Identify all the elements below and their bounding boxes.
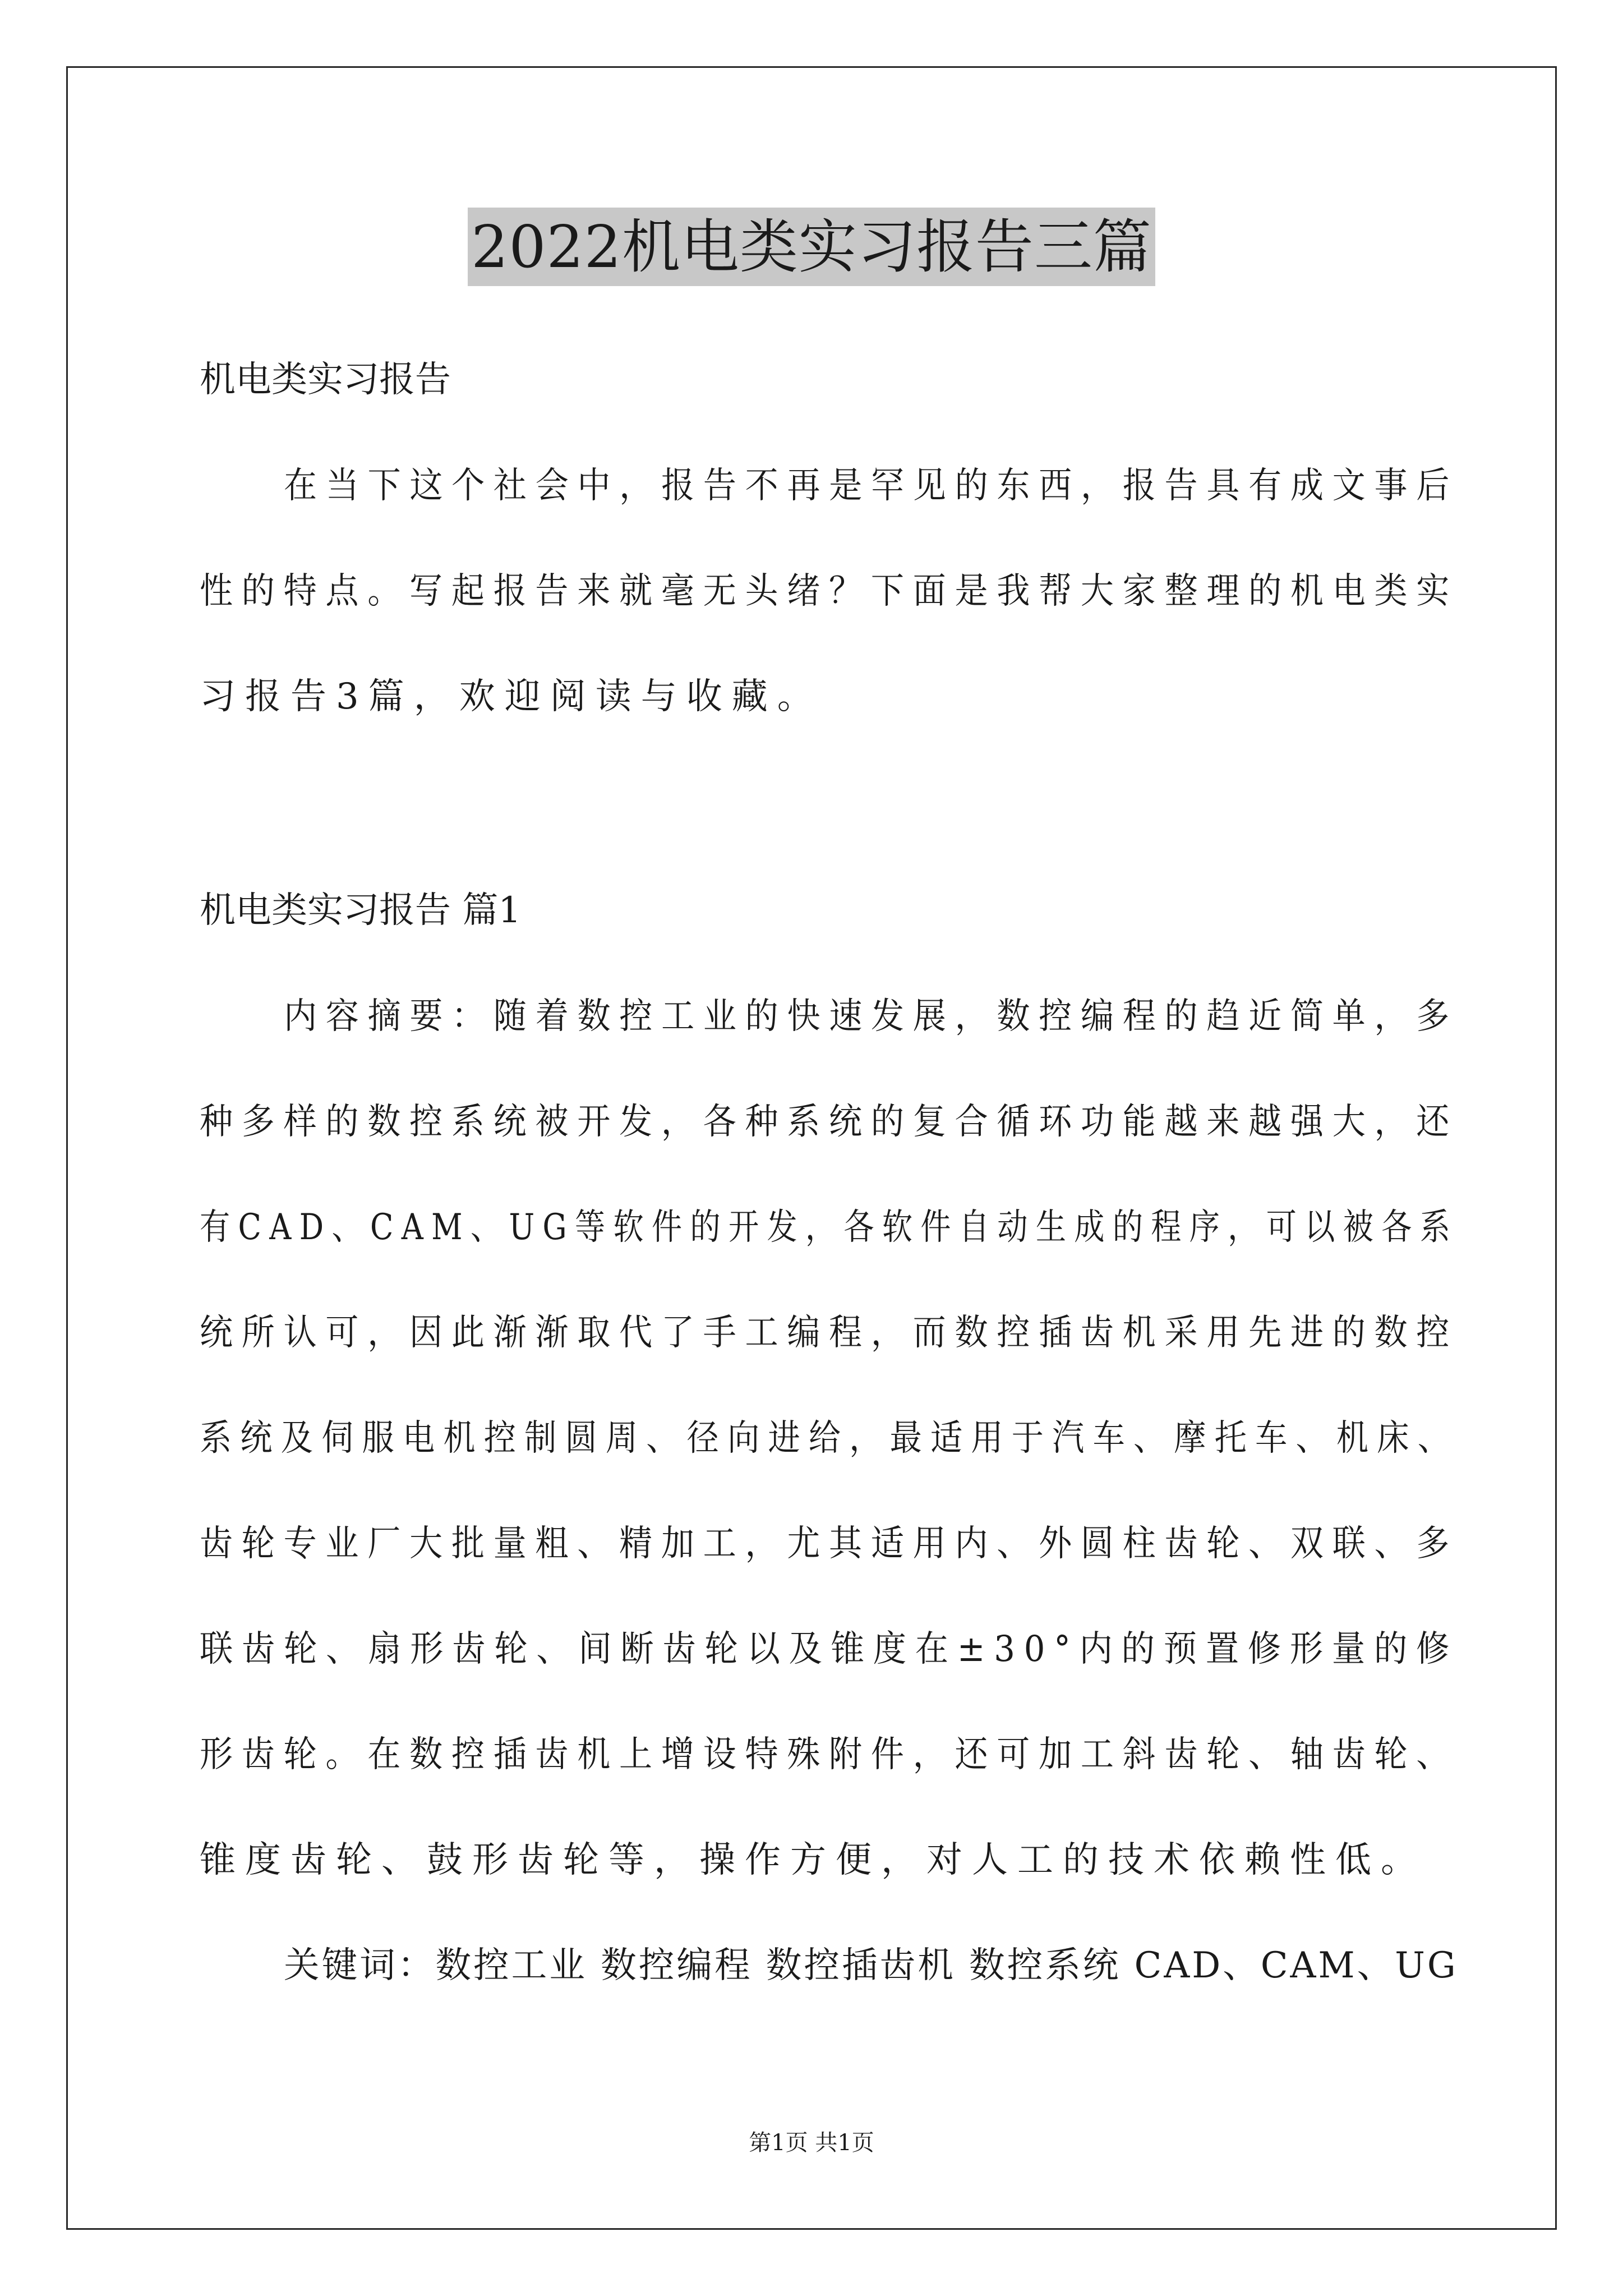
document-title: 2022机电类实习报告三篇 (468, 208, 1155, 286)
abstract-line-4: 统所认可，因此渐渐取代了手工编程，而数控插齿机采用先进的数控 (200, 1312, 1459, 1354)
abstract-line-8: 形齿轮。在数控插齿机上增设特殊附件，还可加工斜齿轮、轴齿轮、 (200, 1734, 1459, 1775)
section-heading: 机电类实习报告 篇1 (200, 890, 522, 931)
title-container (0, 208, 1623, 286)
abstract-line-6: 齿轮专业厂大批量粗、精加工，尤其适用内、外圆柱齿轮、双联、多 (200, 1523, 1459, 1565)
page-footer: 第1页 共1页 (749, 2130, 874, 2156)
keywords-line: 关键词：数控工业 数控编程 数控插齿机 数控系统 CAD、CAM、UG (284, 1945, 1458, 1986)
intro-heading: 机电类实习报告 (200, 359, 451, 401)
intro-line-3: 习报告3篇，欢迎阅读与收藏。 (200, 676, 823, 717)
abstract-line-9: 锥度齿轮、鼓形齿轮等，操作方便，对人工的技术依赖性低。 (200, 1839, 1426, 1881)
abstract-line-5: 系统及伺服电机控制圆周、径向进给，最适用于汽车、摩托车、机床、 (200, 1418, 1459, 1459)
intro-line-1: 在当下这个社会中，报告不再是罕见的东西，报告具有成文事后 (284, 465, 1459, 507)
abstract-line-2: 种多样的数控系统被开发，各种系统的复合循环功能越来越强大，还 (200, 1101, 1459, 1143)
abstract-line-1: 内容摘要：随着数控工业的快速发展，数控编程的趋近简单，多 (284, 996, 1459, 1037)
abstract-line-7: 联齿轮、扇形齿轮、间断齿轮以及锥度在±30°内的预置修形量的修 (200, 1628, 1459, 1670)
intro-line-2: 性的特点。写起报告来就毫无头绪？下面是我帮大家整理的机电类实 (200, 570, 1459, 612)
abstract-line-3: 有CAD、CAM、UG等软件的开发，各软件自动生成的程序，可以被各系 (200, 1207, 1459, 1248)
